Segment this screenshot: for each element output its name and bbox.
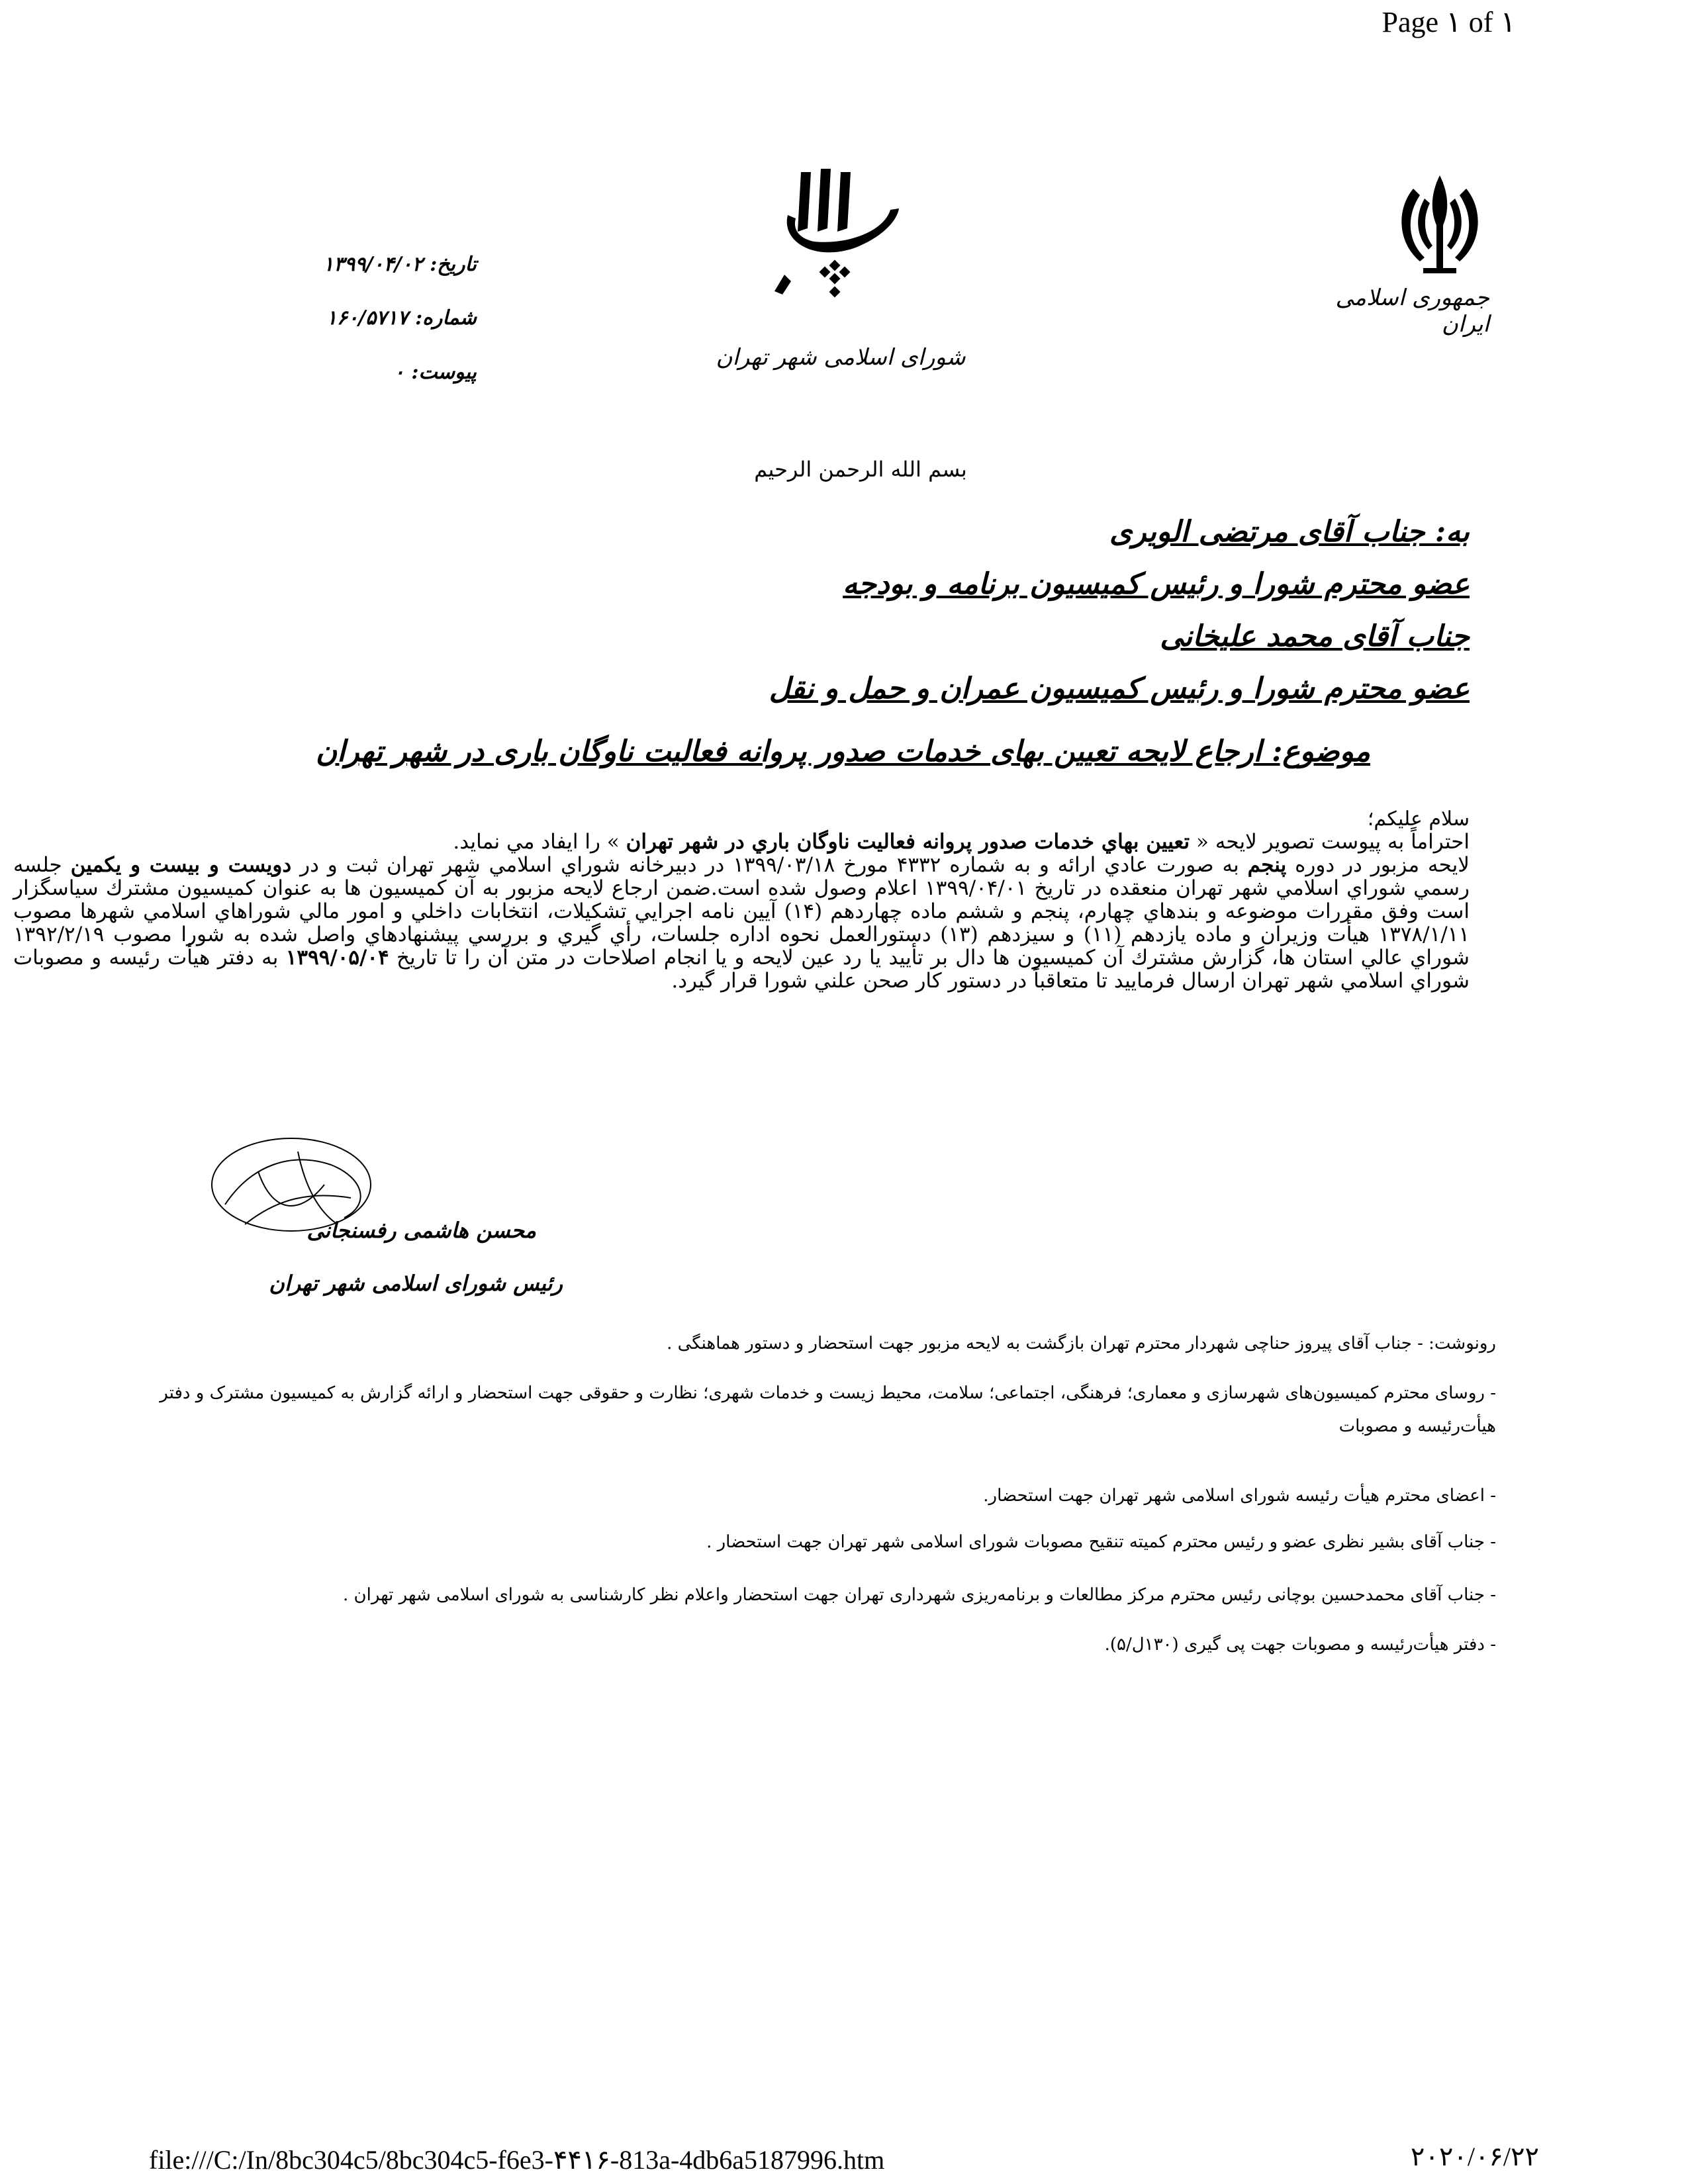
- cc-item: - دفتر هیأت‌رئیسه و مصوبات جهت پی گیری (۱۳۰ل/۵).: [1104, 1635, 1496, 1655]
- footer-file-path: file:///C:/In/8bc304c5/8bc304c5-f6e3-۴۴۱۶-813a-4db6a5187996.htm: [149, 2145, 885, 2175]
- letter-date: تاریخ: ۱۳۹۹/۰۴/۰۲: [322, 253, 477, 276]
- addressee-line: عضو محترم شورا و رئیس کمیسیون عمران و حمل و نقل: [769, 672, 1470, 705]
- addressee-line: به: جناب آقای مرتضی الویری: [1109, 515, 1470, 549]
- addressee-line: عضو محترم شورا و رئیس کمیسیون برنامه و بودجه: [843, 567, 1470, 601]
- footer-date: ۲۰۲۰/۰۶/۲۲: [1410, 2142, 1539, 2171]
- tehran-council-logo-icon: [774, 169, 900, 308]
- letter-subject: موضوع: ارجاع لایحه تعیین بهای خدمات صدور پروانه فعالیت ناوگان باری در شهر تهران: [315, 735, 1370, 768]
- cc-item: - جناب آقای بشیر نظری عضو و رئیس محترم کمیته تنقیح مصوبات شورای اسلامی شهر تهران جهت استحضار .: [706, 1532, 1496, 1552]
- greeting: سلام علیکم؛: [1367, 807, 1470, 831]
- signer-name: محسن هاشمی رفسنجانی: [306, 1218, 536, 1243]
- page-counter: Page ۱ of ۱: [1382, 6, 1516, 38]
- signer-title: رئیس شورای اسلامی شهر تهران: [269, 1271, 563, 1296]
- body-paragraph-1: احتراماً به پیوست تصویر لایحه « تعیین بهاي خدمات صدور پروانه فعالیت ناوگان باري در شهر تهران » را ایفاد مي نماید.: [453, 830, 1470, 854]
- iran-emblem-icon: [1383, 169, 1496, 281]
- iran-caption: جمهوری اسلامی ایران: [1335, 285, 1489, 338]
- bismillah: بسم الله الرحمن الرحیم: [754, 457, 967, 482]
- body-paragraph-2: لایحه مزبور در دوره پنجم به صورت عادي ارائه و به شماره ۴۳۳۲ مورخ ۱۳۹۹/۰۳/۱۸ در دبیرخانه شوراي اسلامي شهر تهران ثبت و در دویست و بیست و یکمین جلسه رسمي شوراي اسلامي شهر تهران منعقده در تاریخ ۱۳۹۹/۰۴/۰۱ اعلام وصول شده است.ضمن ارجاع لایحه مزبور به آن کمیسیون ها به عنوان کمیسیون مشترك سیاسگزار است وفق مقررات موضوعه و بندهاي چهارم، پنجم و ششم ماده چهاردهم (۱۴) آیین نامه اجرایي تشکیلات، انتخابات داخلي و امور مالي شوراهاي اسلامي شهرها مصوب ۱۳۷۸/۱/۱۱ هیأت وزیران و ماده یازدهم (۱۱) و سیزدهم (۱۳) دستورالعمل نحوه اداره جلسات، رأي گیري و بررسي پیشنهادهاي واصل شده به شورا مصوب ۱۳۹۲/۲/۱۹ شوراي عالي استان ها، گزارش مشترك آن کمیسیون ها دال بر تأیید یا رد عین لایحه و یا انجام اصلاحات در متن آن را تا تاریخ ۱۳۹۹/۰۵/۰۴ به دفتر هیأت رئیسه و مصوبات شوراي اسلامي شهر تهران ارسال فرمایید تا متعاقباً در دستور کار صحن علني شورا قرار گیرد.: [13, 853, 1470, 993]
- cc-item: - روسای محترم کمیسیون‌های شهرسازی و معماری؛ فرهنگی، اجتماعی؛ سلامت، محیط زیست و خدمات شهری؛ نظارت و حقوقی جهت استحضار و ارائه گزارش به کمیسیون مشترک و دفتر هیأت‌رئیسه و مصوبات: [160, 1383, 1496, 1436]
- cc-item: - اعضای محترم هیأت رئیسه شورای اسلامی شهر تهران جهت استحضار.: [983, 1486, 1496, 1506]
- cc-item: - جناب آقای محمدحسین بوچانی رئیس محترم مرکز مطالعات و برنامه‌ریزی شهرداری تهران جهت استحضار واعلام نظر کارشناسی به شورای اسلامی شهر تهران .: [343, 1585, 1496, 1605]
- letter-attachment: پیوست: ۰: [393, 361, 477, 384]
- cc-intro: رونوشت: - جناب آقای پیروز حناچی شهردار محترم تهران بازگشت به لایحه مزبور جهت استحضار و دستور هماهنگی .: [667, 1334, 1496, 1353]
- council-caption: شورای اسلامی شهر تهران: [716, 344, 966, 371]
- letter-number: شماره: ۱۶۰/۵۷۱۷: [326, 306, 477, 330]
- addressee-line: جناب آقای محمد علیخانی: [1160, 619, 1470, 653]
- letter-body: [13, 831, 1470, 993]
